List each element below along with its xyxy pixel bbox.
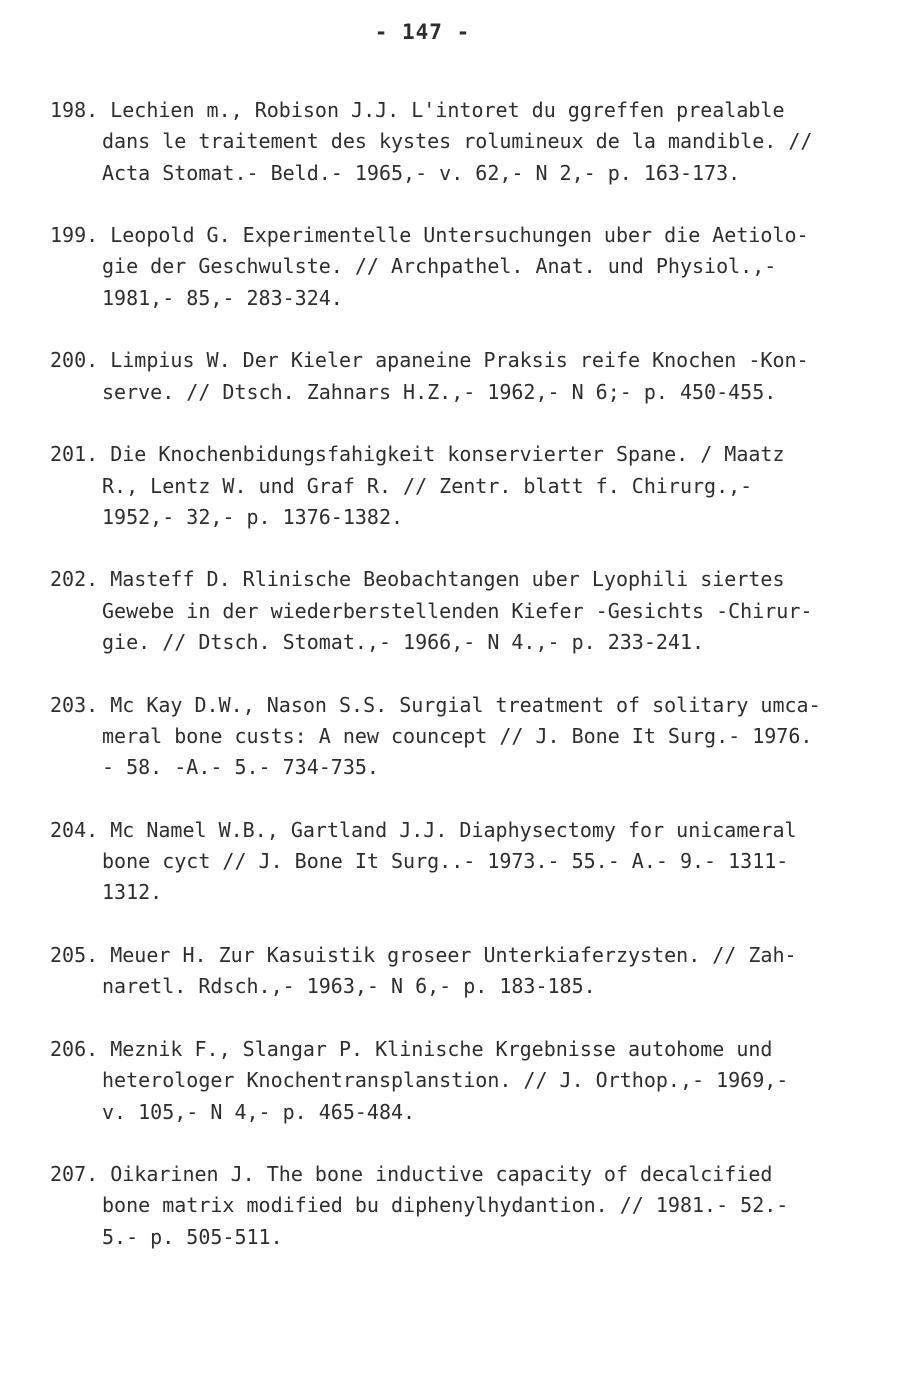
reference-continuation-line: 5.- p. 505-511.: [102, 1224, 283, 1249]
reference-number: 201.: [50, 442, 99, 467]
reference-number: 204.: [50, 817, 99, 842]
reference-entry: [50, 815, 870, 909]
reference-first-line: [50, 815, 870, 846]
reference-continuation-line: 1312.: [102, 880, 163, 905]
reference-continuation-line: - 58. -A.- 5.- 734-735.: [102, 755, 379, 780]
reference-first-line: [50, 940, 870, 971]
reference-entry: [50, 564, 870, 658]
reference-number: 205.: [50, 943, 99, 968]
reference-continuation-line: gie. // Dtsch. Stomat.,- 1966,- N 4.,- p. 233-241.: [102, 630, 705, 655]
reference-text: Leopold G. Experimentelle Untersuchungen uber die Aetiolo-: [110, 223, 809, 248]
reference-text: Masteff D. Rlinische Beobachtangen uber Lyophili siertes: [110, 567, 785, 592]
reference-entry: [50, 345, 870, 408]
reference-text: Mc Kay D.W., Nason S.S. Surgial treatment of solitary umca-: [110, 692, 821, 717]
reference-first-line: [50, 95, 870, 126]
reference-continuation-line: serve. // Dtsch. Zahnars H.Z.,- 1962,- N 6;- p. 450-455.: [102, 379, 777, 404]
reference-entry: [50, 1034, 870, 1128]
reference-text: Oikarinen J. The bone inductive capacity of decalcified: [110, 1162, 773, 1187]
reference-continuation-line: bone cyct // J. Bone It Surg..- 1973.- 55.- A.- 9.- 1311-: [102, 849, 789, 874]
reference-continuation-line: Acta Stomat.- Beld.- 1965,- v. 62,- N 2,- p. 163-173.: [102, 160, 741, 185]
reference-first-line: [50, 1159, 870, 1190]
reference-number: 206.: [50, 1036, 99, 1061]
reference-first-line: [50, 564, 870, 595]
reference-number: 202.: [50, 567, 99, 592]
reference-first-line: [50, 690, 870, 721]
reference-number: 198.: [50, 98, 99, 122]
reference-continuation-line: Gewebe in der wiederberstellenden Kiefer -Gesichts -Chirur-: [102, 598, 813, 623]
reference-continuation-line: 1981,- 85,- 283-324.: [102, 285, 343, 310]
reference-text: Die Knochenbidungsfahigkeit konservierter Spane. / Maatz: [110, 442, 785, 467]
reference-number: 203.: [50, 692, 99, 717]
reference-entry: [50, 1159, 870, 1253]
reference-first-line: [50, 345, 870, 376]
reference-entry: [50, 690, 870, 784]
reference-continuation-line: v. 105,- N 4,- p. 465-484.: [102, 1099, 416, 1124]
reference-continuation-line: naretl. Rdsch.,- 1963,- N 6,- p. 183-185.: [102, 974, 596, 999]
reference-entry: [50, 95, 870, 189]
reference-text: Limpius W. Der Kieler apaneine Praksis reife Knochen -Kon-: [110, 348, 809, 373]
reference-continuation-line: R., Lentz W. und Graf R. // Zentr. blatt f. Chirurg.,-: [102, 473, 753, 498]
reference-entry: [50, 439, 870, 533]
reference-number: 199.: [50, 223, 99, 248]
reference-continuation-line: dans le traitement des kystes roluminеux de la mandible. //: [102, 129, 813, 154]
reference-number: 200.: [50, 348, 99, 373]
reference-entry: [50, 940, 870, 1003]
reference-continuation-line: meral bone custs: A new councept // J. Bone It Surg.- 1976.: [102, 723, 813, 748]
reference-first-line: [50, 220, 870, 251]
reference-entry: [50, 220, 870, 314]
reference-continuation-line: 1952,- 32,- p. 1376-1382.: [102, 504, 404, 529]
reference-continuation-line: gie der Geschwulste. // Archpathel. Anat. und Physiol.,-: [102, 254, 777, 279]
page-number: - 147 -: [374, 20, 471, 44]
reference-list: [50, 95, 870, 1284]
reference-continuation-line: bone matrix modified bu diphenylhydantion. // 1981.- 52.-: [102, 1193, 789, 1218]
reference-first-line: [50, 1034, 870, 1065]
reference-continuation-line: heterologer Knochentransplanstion. // J. Orthop.,- 1969,-: [102, 1068, 789, 1093]
reference-number: 207.: [50, 1162, 99, 1187]
reference-first-line: [50, 439, 870, 470]
reference-text: Meznik F., Slangar P. Klinische Krgebnisse autohome und: [110, 1036, 773, 1061]
reference-text: Meuer H. Zur Kasuistik groseer Unterkiaferzysten. // Zah-: [110, 943, 797, 968]
reference-text: Mc Namel W.B., Gartland J.J. Diaphysectomy for unicameral: [110, 817, 797, 842]
reference-text: Lechien m., Robison J.J. L'intoret du ggreffen prealable: [110, 98, 785, 122]
